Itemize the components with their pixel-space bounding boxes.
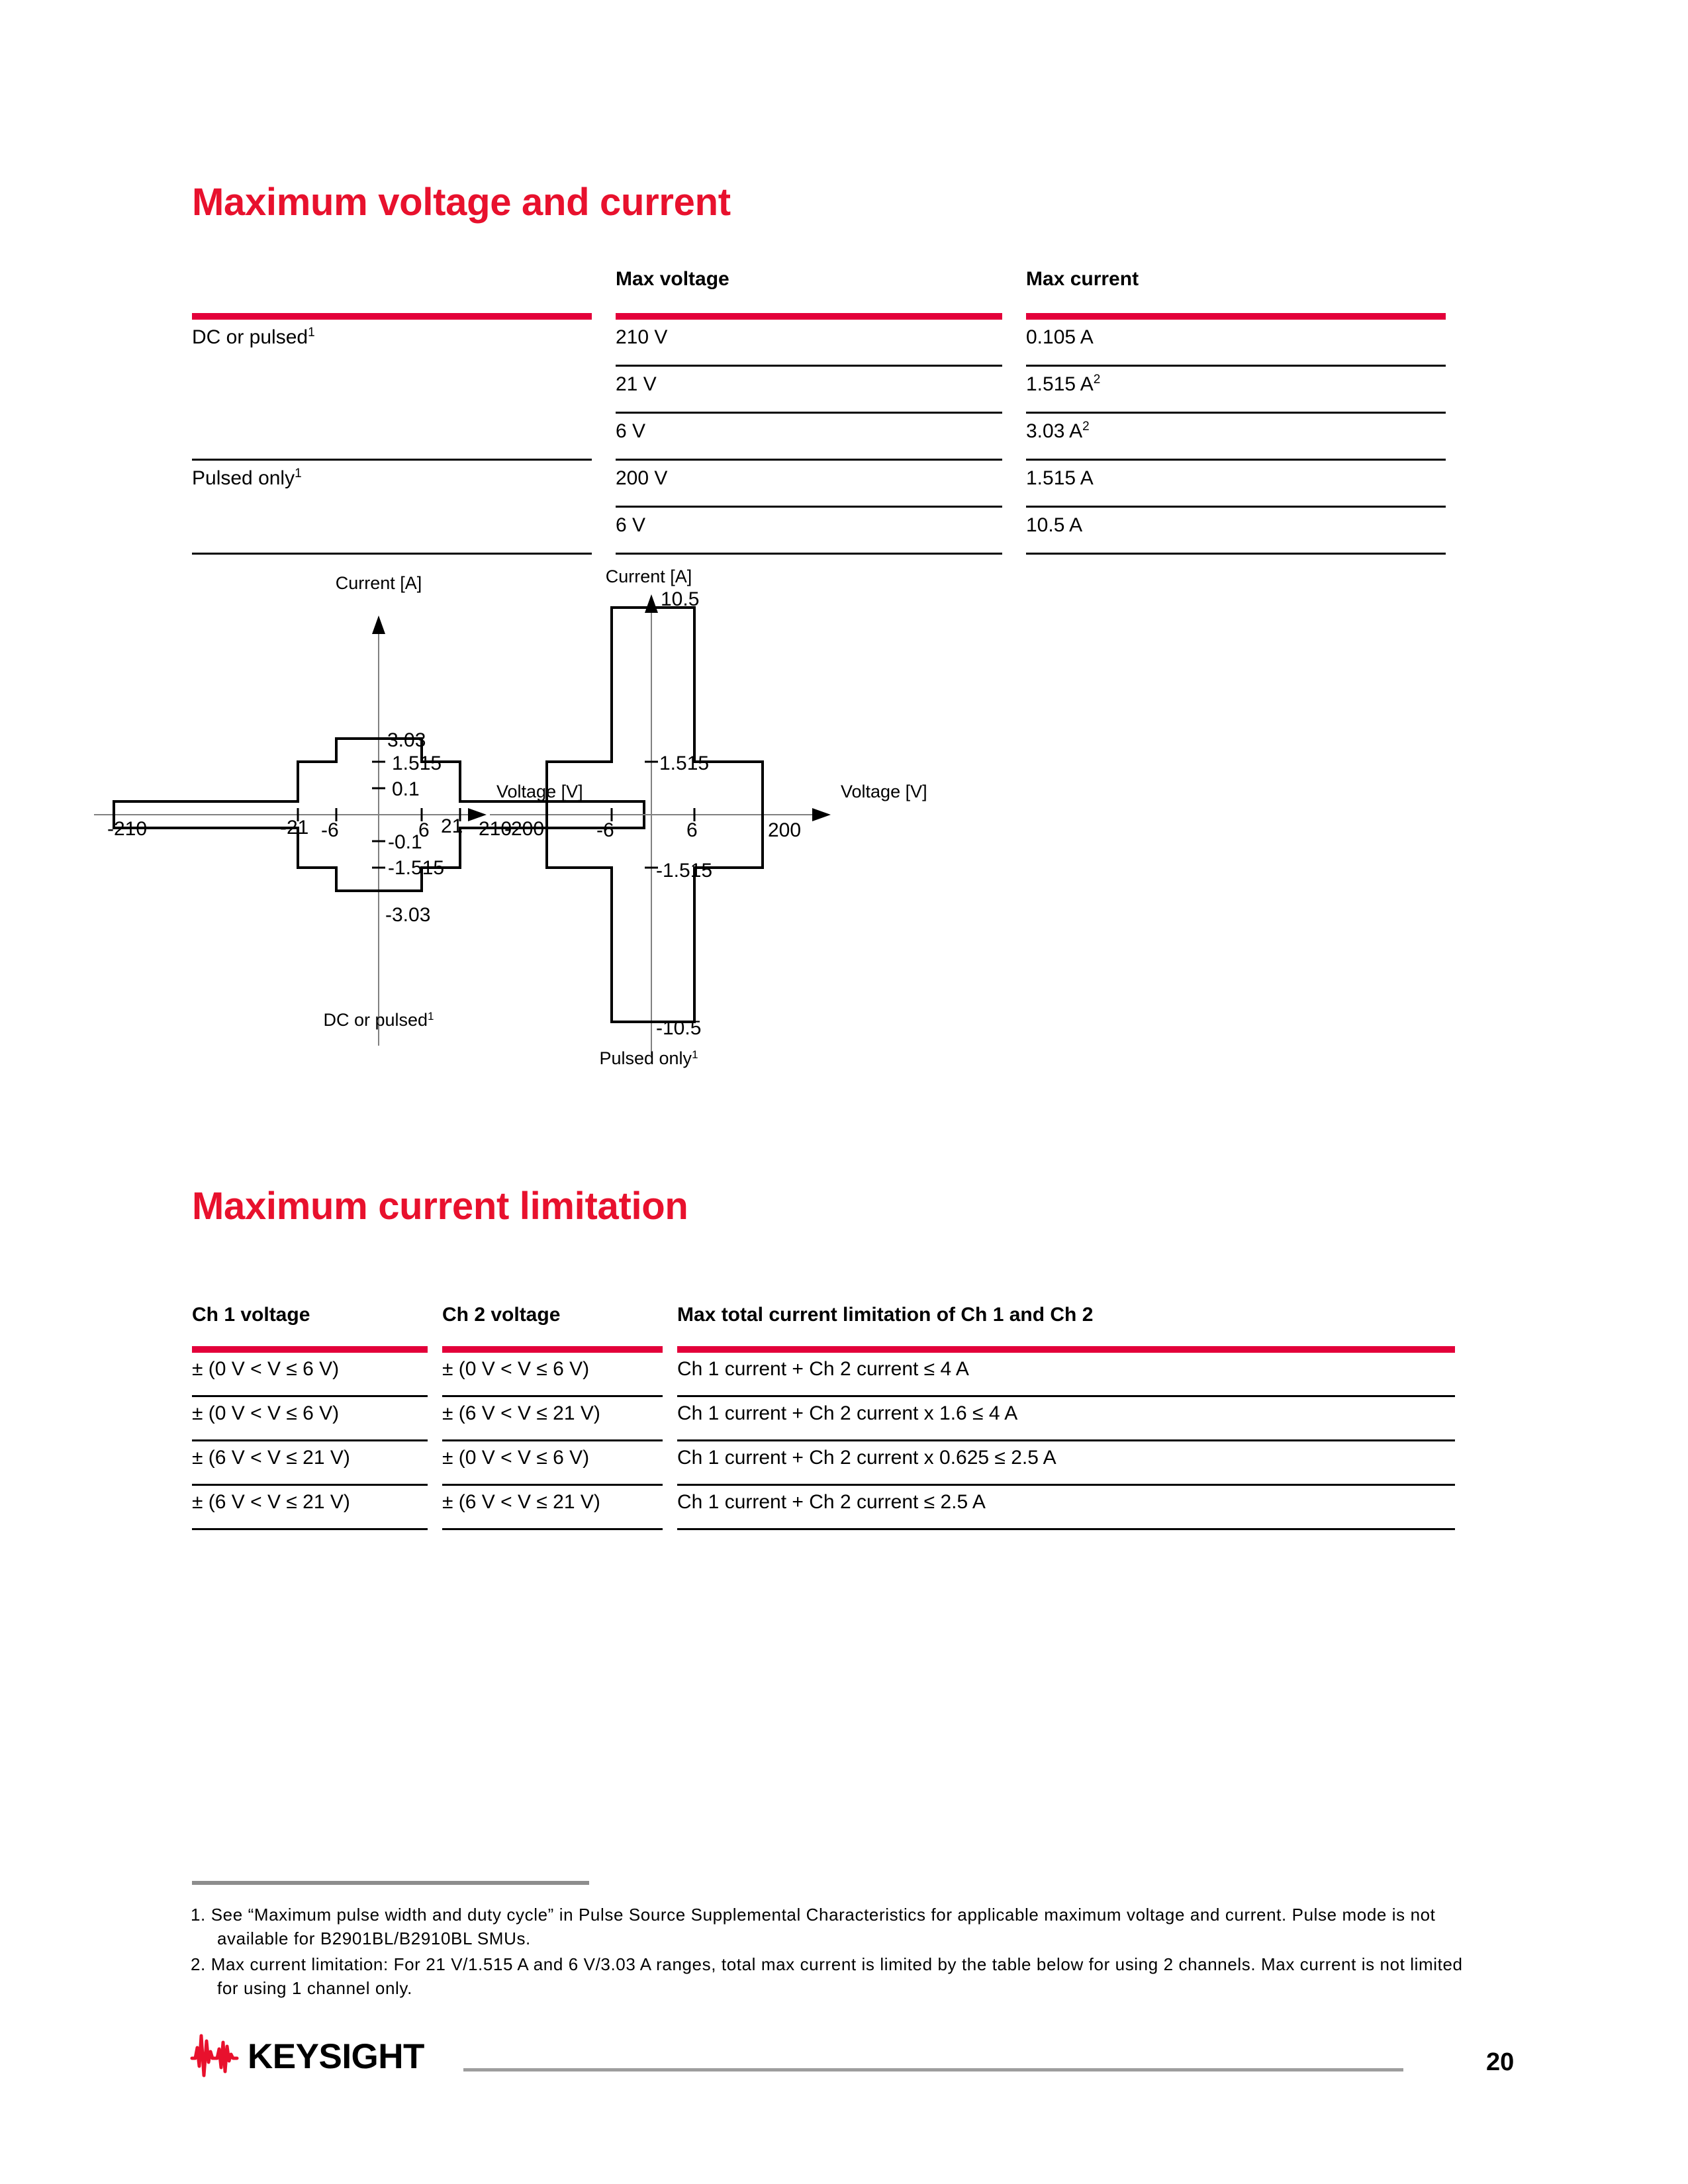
table1-cell-current <box>1026 320 1470 365</box>
rule-cell <box>442 1346 677 1353</box>
table2-cell-ch2: ± (6 V < V ≤ 21 V) <box>442 1491 600 1513</box>
table1-cell-voltage: 210 V <box>616 326 668 348</box>
right-chart-xlabel: Voltage [V] <box>841 782 927 801</box>
table-row <box>192 320 1470 365</box>
table1-cell-voltage: 6 V <box>616 420 646 442</box>
current-value: 1.515 A <box>1026 373 1094 395</box>
table1-cell-mode <box>192 508 616 553</box>
footer-separator <box>463 2068 1403 2071</box>
footnote-1: 1. See “Maximum pulse width and duty cycle” in Pulse Source Supplemental Characteristics for applicable maximum voltage and current. Pulse mode is not available for B2901BL/B2910BL SMUs. <box>191 1905 1436 1949</box>
red-rule <box>1026 313 1446 320</box>
table2-cell-limit: Ch 1 current + Ch 2 current x 0.625 ≤ 2.5 A <box>677 1447 1056 1469</box>
left-chart-caption-text: DC or pulsed <box>323 1010 428 1030</box>
right-xtick-label-neg200: -200 <box>504 818 545 840</box>
x-axis-arrowhead <box>812 808 831 821</box>
rule-cell <box>677 1528 1470 1530</box>
red-rule <box>442 1346 663 1353</box>
table2-header-max-total: Max total current limitation of Ch 1 and Ch 2 <box>677 1304 1094 1326</box>
table2-bottom-rule-row <box>192 1528 1470 1530</box>
right-ytick-label-1515: 1.515 <box>659 752 710 774</box>
table2-header-rule-row <box>192 1346 1470 1353</box>
right-chart-caption-sup: 1 <box>692 1048 698 1061</box>
left-ytick-label-neg1515: -1.515 <box>388 857 445 879</box>
table1-header-rule-row <box>192 313 1470 320</box>
mode-label: Pulsed only <box>192 467 295 489</box>
chart-pulsed-only <box>490 567 927 1068</box>
black-rule <box>677 1528 1455 1530</box>
table2-cell-limit: Ch 1 current + Ch 2 current x 1.6 ≤ 4 A <box>677 1402 1018 1424</box>
table1-cell-voltage: 6 V <box>616 514 646 536</box>
right-xtick-label-6: 6 <box>686 819 698 841</box>
right-chart-caption <box>599 1048 698 1069</box>
page-title-maximum-current-limitation: Maximum current limitation <box>192 1185 688 1228</box>
table-row <box>192 414 1470 459</box>
table1-bottom-rule-row <box>192 553 1470 555</box>
table1-header-max-current: Max current <box>1026 268 1139 290</box>
table1-cell-current: 10.5 A <box>1026 514 1083 536</box>
page-number: 20 <box>1486 2048 1515 2076</box>
table2-cell-limit: Ch 1 current + Ch 2 current ≤ 4 A <box>677 1358 969 1380</box>
right-ytick-label-105: 10.5 <box>661 588 700 610</box>
left-xtick-label-neg210: -210 <box>107 818 148 840</box>
table1-header-blank <box>192 268 616 313</box>
rule-cell <box>616 313 1026 320</box>
footnote-separator <box>192 1881 589 1885</box>
table1-header-max-voltage: Max voltage <box>616 268 729 290</box>
y-axis-arrowhead <box>372 615 385 634</box>
table2-cell-limit: Ch 1 current + Ch 2 current ≤ 2.5 A <box>677 1491 986 1513</box>
table1-cell-voltage: 200 V <box>616 467 668 489</box>
right-xtick-label-200: 200 <box>768 819 802 841</box>
footnote-marker: 1 <box>295 467 302 480</box>
table2-header-ch2-voltage: Ch 2 voltage <box>442 1304 561 1326</box>
table2-cell-ch2: ± (0 V < V ≤ 6 V) <box>442 1358 590 1380</box>
table-row <box>192 461 1470 506</box>
right-xtick-label-neg6: -6 <box>596 819 614 841</box>
footnote-marker: 2 <box>1082 420 1090 433</box>
rule-cell <box>616 553 1026 555</box>
chart-dc-or-pulsed <box>94 563 644 1046</box>
table1-cell-mode <box>192 367 616 412</box>
max-current-limitation-table <box>192 1304 1470 1530</box>
table-row <box>192 1486 1470 1528</box>
footnote-marker: 1 <box>308 326 315 340</box>
left-xtick-label-210: 210 <box>479 818 512 840</box>
right-chart-ylabel: Current [A] <box>605 567 692 586</box>
rule-cell <box>192 1346 442 1353</box>
keysight-logo <box>191 2032 424 2081</box>
black-rule <box>442 1528 663 1530</box>
table1-cell-mode <box>192 461 616 506</box>
footnote-2: 2. Max current limitation: For 21 V/1.515 A and 6 V/3.03 A ranges, total max current is limited by the table below for using 2 channels. Max current is not limited for using 1 channel only. <box>191 1954 1463 1999</box>
red-rule <box>677 1346 1455 1353</box>
rule-cell <box>192 1528 442 1530</box>
mode-label: DC or pulsed <box>192 326 308 348</box>
left-ytick-label-neg01: -0.1 <box>388 831 422 853</box>
table2-cell-ch2: ± (0 V < V ≤ 6 V) <box>442 1447 590 1469</box>
table2-cell-ch1: ± (0 V < V ≤ 6 V) <box>192 1358 340 1380</box>
table2-cell-ch2: ± (6 V < V ≤ 21 V) <box>442 1402 600 1424</box>
page-title-maximum-voltage-and-current: Maximum voltage and current <box>192 181 731 224</box>
table2-cell-ch1: ± (6 V < V ≤ 21 V) <box>192 1491 350 1513</box>
current-value: 3.03 A <box>1026 420 1083 442</box>
rule-cell <box>442 1528 677 1530</box>
page-footer <box>0 2025 1688 2098</box>
keysight-wordmark: KEYSIGHT <box>248 2036 424 2076</box>
table-header-row <box>192 1304 1470 1346</box>
rule-cell <box>1026 553 1470 555</box>
table-row <box>192 1397 1470 1439</box>
left-chart-ylabel: Current [A] <box>335 573 422 593</box>
table1-cell-voltage: 21 V <box>616 373 657 395</box>
black-rule <box>192 1528 428 1530</box>
red-rule <box>616 313 1002 320</box>
max-voltage-current-table <box>192 268 1470 555</box>
black-rule <box>192 553 592 555</box>
rule-cell <box>1026 313 1470 320</box>
left-chart-caption-sup: 1 <box>428 1009 434 1023</box>
table-row <box>192 367 1470 412</box>
table-row <box>192 508 1470 553</box>
table-header-row <box>192 268 1470 313</box>
table-row <box>192 1441 1470 1484</box>
left-xtick-label-21: 21 <box>441 815 463 837</box>
table2-cell-ch1: ± (0 V < V ≤ 6 V) <box>192 1402 340 1424</box>
rule-cell <box>677 1346 1470 1353</box>
left-ytick-label-1515: 1.515 <box>392 752 442 774</box>
left-ytick-label-neg303: -3.03 <box>385 904 431 926</box>
right-chart-caption-text: Pulsed only <box>599 1048 692 1068</box>
rule-cell <box>192 553 616 555</box>
right-ytick-label-neg105: -10.5 <box>656 1017 702 1039</box>
table1-cell-current: 1.515 A <box>1026 467 1094 489</box>
rule-cell <box>192 313 616 320</box>
table1-cell-current <box>1026 367 1470 412</box>
table-row <box>192 1353 1470 1395</box>
table1-cell-mode <box>192 320 616 365</box>
black-rule <box>1026 553 1446 555</box>
left-xtick-label-6: 6 <box>418 819 430 841</box>
table1-cell-mode <box>192 414 616 459</box>
table2-cell-ch1: ± (6 V < V ≤ 21 V) <box>192 1447 350 1469</box>
current-value: 0.105 A <box>1026 326 1094 348</box>
red-rule <box>192 313 592 320</box>
left-ytick-label-01: 0.1 <box>392 778 420 800</box>
left-chart-caption <box>323 1010 434 1030</box>
black-rule <box>616 553 1002 555</box>
right-ytick-label-neg1515: -1.515 <box>656 860 713 882</box>
table2-header-ch1-voltage: Ch 1 voltage <box>192 1304 310 1326</box>
keysight-waveform-icon <box>191 2032 238 2081</box>
left-chart-xlabel: Voltage [V] <box>496 782 583 801</box>
table1-cell-current <box>1026 414 1470 459</box>
footnotes-block <box>191 1903 1488 2002</box>
footnote-marker: 2 <box>1093 373 1101 387</box>
operating-area-diagrams <box>107 563 1152 1079</box>
left-ytick-label-303: 3.03 <box>387 729 426 751</box>
left-xtick-label-neg6: -6 <box>321 819 339 841</box>
y-axis-arrowhead <box>645 594 658 613</box>
red-rule <box>192 1346 428 1353</box>
left-xtick-label-neg21: -21 <box>280 817 309 839</box>
